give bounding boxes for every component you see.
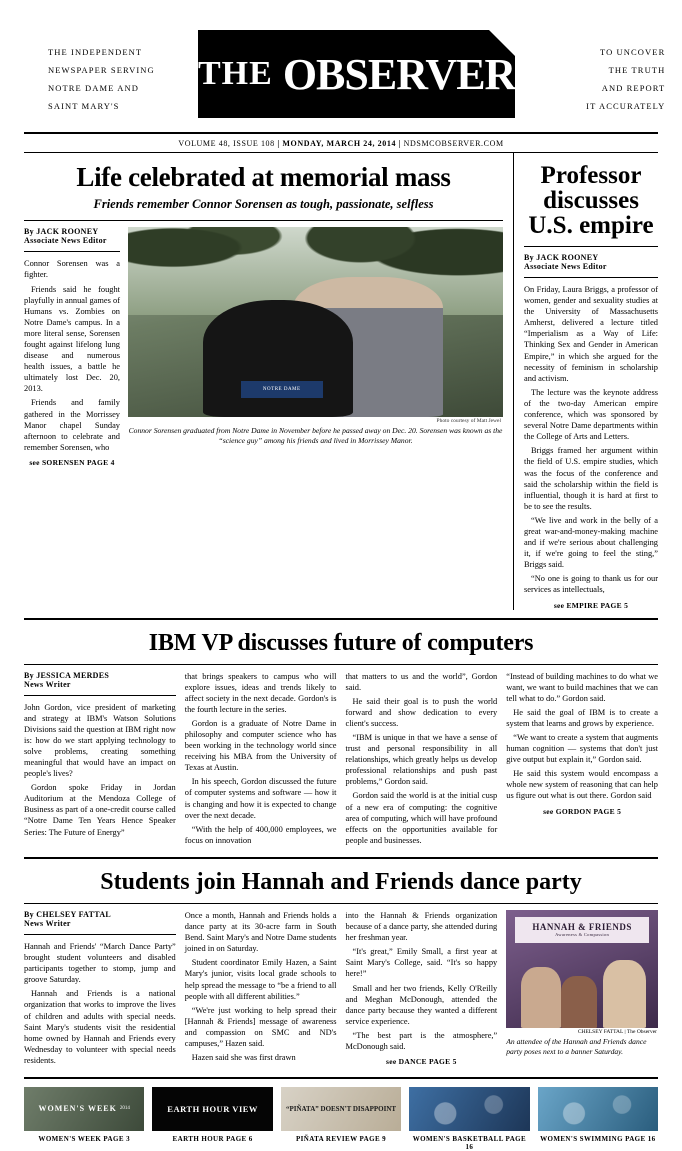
lead-jump-link[interactable]: see SORENSEN PAGE 4 — [29, 457, 115, 467]
teaser-thumb-basketball[interactable] — [409, 1087, 529, 1131]
empire-para-2: The lecture was the keynote address of the two-day American empire conference, which was sponsored by several Notre Dame departments within the College of Arts and Letters. — [524, 387, 658, 442]
dance-photo-caption: An attendee of the Hannah and Friends dance party poses next to a banner Saturday. — [506, 1036, 647, 1056]
dance-photo-person-2 — [561, 976, 597, 1028]
lead-story — [24, 153, 513, 610]
teaser-thumb-text-1: WOMEN'S WEEK — [38, 1104, 117, 1114]
lead-rule — [24, 220, 503, 221]
empire-para-1: On Friday, Laura Briggs, a professor of women, gender and sexuality studies at the University of Massachusetts Amherst, delivered a lecture titled “Imperialism as a Way of Life: Thinking Sex and Gender in American Empire,” in which she argued for the necessity of feminism in scholarship and activism. — [524, 285, 658, 383]
masthead-left-line-3: NOTRE DAME AND — [48, 82, 139, 93]
ibm-columns — [24, 671, 658, 849]
ibm-byline: By JESSICA MERDES — [24, 670, 110, 680]
teaser-thumb-earth-hour[interactable] — [152, 1087, 272, 1131]
ibm-c2-para-4: “With the help of 400,000 employees, we focus on innovation — [184, 824, 337, 845]
dance-c3-para-2: “It's great,” Emily Small, a first year at Saint Mary's College, said. “It's so happy here!” — [345, 947, 498, 979]
masthead — [24, 0, 666, 118]
ibm-c3-para-2: He said their goal is to push the world forward and show dedication to every client's success. — [345, 696, 498, 728]
masthead-left-line-1: THE INDEPENDENT — [48, 47, 143, 57]
lead-byline-rule — [24, 251, 120, 252]
volume-bar — [24, 134, 658, 152]
teaser-label-2[interactable]: EARTH HOUR PAGE 6 — [172, 1134, 253, 1143]
ibm-body-2 — [185, 671, 337, 846]
ibm-c2-para-2: Gordon is a graduate of Notre Dame in philosophy and computer science who has been working in the technology world since receiving his MBA from the University of Texas at Austin. — [184, 718, 337, 773]
masthead-observer: OBSERVER — [282, 49, 516, 99]
ibm-c3-para-1: that matters to us and the world”, Gordon said. — [345, 671, 498, 692]
empire-para-5: “No one is going to thank us for our services as intellectuals, — [524, 574, 658, 595]
empire-headline[interactable]: Professor discusses U.S. empire — [528, 162, 654, 239]
masthead-left-line-2: NEWSPAPER SERVING — [48, 64, 155, 75]
swimming-photo-icon — [538, 1087, 658, 1131]
masthead-right-line-4: IT ACCURATELY — [586, 100, 666, 111]
empire-byline: By JACK ROONEY — [524, 253, 599, 262]
ibm-column-4 — [506, 671, 658, 849]
dance-photo-person-3 — [603, 960, 645, 1028]
photo-dog-bandana: NOTRE DAME — [241, 381, 324, 398]
masthead-right-line-3: AND REPORT — [601, 82, 666, 93]
lead-photo-credit: Photo courtesy of Matt Jewel — [436, 418, 501, 425]
lead-headline[interactable]: Life celebrated at memorial mass — [76, 162, 451, 192]
website-url[interactable]: NDSMCOBSERVER.COM — [403, 139, 504, 148]
ibm-c4-para-1: “Instead of building machines to do what we want, we want to build machines that we can tell what to do.” Gordon said. — [506, 671, 658, 703]
dance-photo-person-1 — [521, 967, 560, 1028]
ibm-c2-para-1: that brings speakers to campus who will explore issues, ideas and trends likely to affect society in the next decade. Gordon's is the fourth lecture in the series. — [184, 671, 337, 714]
ibm-c4-para-4: He said this system would encompass a whole new system of reasoning that can help us figure out what is out there. Gordon said — [506, 769, 658, 801]
dance-photo — [506, 910, 658, 1028]
teaser-pinata-review[interactable] — [281, 1087, 401, 1151]
ibm-c3-para-3: “IBM is unique in that we have a sense of trust and personal responsibility in all relationships, which greatly helps us develop professional relationships and push past problems,” Gordon said. — [345, 733, 498, 787]
teaser-thumb-pinata[interactable] — [281, 1087, 401, 1131]
dance-photo-banner — [515, 917, 649, 943]
photo-dog — [203, 300, 353, 418]
masthead-right-slogan — [515, 30, 682, 118]
teaser-section-rule — [24, 1077, 658, 1079]
dance-photo-credit: CHELSEY FATTAL | The Observer — [577, 1028, 657, 1035]
empire-byline-role: Associate News Editor — [524, 262, 607, 271]
ibm-headline-rule — [24, 664, 658, 665]
masthead-left-line-4: SAINT MARY'S — [48, 100, 120, 111]
dance-columns — [24, 910, 658, 1069]
ibm-section-rule — [24, 618, 658, 620]
teaser-strip — [24, 1087, 658, 1151]
ibm-column-2 — [185, 671, 337, 849]
lead-para-1: Connor Sorensen was a fighter. — [24, 259, 120, 280]
ibm-c1-para-1: John Gordon, vice president of marketing and strategy at IBM's Watson Solutions Divisions said the question at IBM right now is: how do we start applying technology to solve problems, creating something meaningful that would have an impact on people's lives? — [24, 702, 176, 779]
lead-photo — [128, 227, 503, 417]
masthead-right-line-1: TO UNCOVER — [599, 47, 666, 57]
ibm-body-1 — [24, 702, 176, 838]
dance-c3-para-4: “The best part is the atmosphere,” McDonough said. — [345, 1030, 498, 1051]
dance-banner-subtitle: Awareness & Compassion — [555, 932, 610, 938]
lead-byline: By JACK ROONEY — [24, 227, 99, 237]
dance-byline: By CHELSEY FATTAL — [24, 909, 112, 919]
teaser-thumb-text-3: “PIÑATA” DOESN'T DISAPPOINT — [285, 1104, 397, 1113]
lead-body-row — [24, 227, 503, 467]
ibm-c1-para-2: Gordon spoke Friday in Jordan Auditorium at the Mendoza College of Business as part of a one-credit course called “Notre Dame Ten Years Hence Speaker Series: The Future of Energy” — [24, 783, 176, 837]
masthead-right-line-2: THE TRUTH — [608, 64, 666, 75]
volume-issue: VOLUME 48, ISSUE 108 — [178, 139, 275, 148]
ibm-byline-rule — [24, 695, 176, 696]
volume-separator-2: | — [398, 139, 404, 148]
ibm-headline[interactable]: IBM VP discusses future of computers — [148, 629, 534, 656]
dance-column-3 — [346, 910, 498, 1069]
basketball-photo-icon — [409, 1087, 529, 1131]
teaser-thumb-text-2: EARTH HOUR VIEW — [167, 1103, 258, 1114]
masthead-title-block — [198, 30, 515, 118]
dance-c3-para-3: Small and her two friends, Kelly O'Reilly and Meghan McDonough, attended the dance party because they wanted a different service experience. — [345, 983, 498, 1026]
teaser-womens-basketball[interactable] — [409, 1087, 529, 1151]
ibm-c4-para-2: He said the goal of IBM is to create a system that learns and grows by experience. — [506, 707, 658, 728]
teaser-thumb-womens-week[interactable] — [24, 1087, 144, 1131]
empire-jump-link[interactable]: see EMPIRE PAGE 5 — [553, 600, 629, 610]
teaser-label-3[interactable]: PIÑATA REVIEW PAGE 9 — [295, 1134, 387, 1143]
teaser-label-5[interactable]: WOMEN'S SWIMMING PAGE 16 — [540, 1134, 656, 1143]
dance-c3-para-1: into the Hannah & Friends organization because of a dance party, she attended during her freshman year. — [345, 910, 498, 943]
teaser-womens-swimming[interactable] — [538, 1087, 658, 1151]
empire-para-4: “We live and work in the belly of a great war-and-money-making machine and if we're serious about challenging it, if we're going to feel the sting,” Briggs said. — [524, 515, 658, 570]
teaser-thumb-sub-1: 2014 — [119, 1106, 130, 1112]
teaser-label-1[interactable]: WOMEN'S WEEK PAGE 3 — [38, 1134, 130, 1143]
lead-body — [24, 258, 120, 453]
teaser-thumb-swimming[interactable] — [538, 1087, 658, 1131]
ibm-c4-para-3: “We want to create a system that augments human cognition — systems that don't just give output but explain it,” Gordon said. — [506, 733, 658, 765]
masthead-left-slogan — [24, 30, 198, 118]
top-section — [24, 153, 658, 610]
dance-body-1 — [24, 941, 176, 1066]
lead-photo-caption: Connor Sorensen graduated from Notre Dame in November before he passed away on Dec. 20. Sorensen was known as the “science guy” among his friends and lived in Morrissey Manor. — [128, 426, 503, 446]
empire-body — [524, 284, 658, 596]
dance-byline-rule — [24, 934, 176, 935]
fold-corner-icon — [489, 30, 515, 56]
dance-headline-rule — [24, 903, 658, 904]
empire-para-3: Briggs framed her argument within the field of U.S. empire studies, which was the focus of the conference and said the scholarship within the field is influential, though it is hard at first to be to see the results. — [524, 446, 658, 511]
ibm-byline-role: News Writer — [24, 679, 71, 689]
ibm-jump-link[interactable]: see GORDON PAGE 5 — [543, 806, 622, 816]
teaser-label-4[interactable]: WOMEN'S BASKETBALL PAGE 16 — [412, 1134, 527, 1151]
ibm-body-4 — [506, 671, 658, 802]
dance-jump-link[interactable]: see DANCE PAGE 5 — [386, 1057, 457, 1067]
ibm-c2-para-3: In his speech, Gordon discussed the future of computer systems and software — how it is changing and how it is expected to change over the next decade. — [184, 777, 337, 820]
dance-c2-para-3: “We're just working to help spread their [Hannah & Friends] message of awareness and compassion on SMC and ND's campuses,” Hazen said. — [184, 1005, 337, 1048]
dance-c1-para-2: Hannah and Friends is a national organization that works to improve the lives of children and adults with special needs. Saint Mary's students visit the residential home owned by Hannah and Friends every Wednesday to volunteer with special needs residents. — [24, 989, 176, 1065]
teaser-earth-hour[interactable] — [152, 1087, 272, 1151]
masthead-the: THE — [198, 55, 273, 92]
empire-byline-rule — [524, 277, 658, 278]
dance-section-rule — [24, 857, 658, 859]
lead-para-3: Friends and family gathered in the Morrissey Manor chapel Sunday afternoon to celebrate and remember Sorensen, who — [24, 398, 120, 452]
dance-body-2 — [185, 910, 337, 1063]
dance-headline[interactable]: Students join Hannah and Friends dance party — [100, 868, 582, 895]
volume-separator: | — [277, 139, 283, 148]
ibm-column-1 — [24, 671, 176, 849]
lead-text-column — [24, 227, 128, 467]
dance-banner-title: HANNAH & FRIENDS — [532, 922, 632, 933]
dance-column-2 — [185, 910, 337, 1069]
dance-photo-block — [506, 910, 658, 1069]
masthead-nameplate — [198, 30, 515, 118]
ibm-c3-para-4: Gordon said the world is at the initial cusp of a new era of computing: the cognitive area of computing, which will have profound effects on the opportunities available for people and businesses. — [345, 791, 498, 845]
lead-byline-role: Associate News Editor — [24, 236, 107, 246]
issue-date: MONDAY, MARCH 24, 2014 — [282, 139, 397, 148]
ibm-column-3 — [346, 671, 498, 849]
teaser-womens-week[interactable] — [24, 1087, 144, 1151]
dance-c1-para-1: Hannah and Friends' “March Dance Party” brought student volunteers and disabled participants together to stomp, jump and groove Saturday. — [24, 941, 176, 985]
secondary-story — [514, 153, 658, 610]
dance-body-3 — [346, 910, 498, 1052]
dance-c2-para-1: Once a month, Hannah and Friends holds a dance party at its 30-acre farm in South Bend. Saint Mary's and Notre Dame students joined in on Saturday. — [184, 910, 337, 954]
dance-byline-role: News Writer — [24, 918, 71, 928]
lead-para-2: Friends said he fought playfully in annual games of Humans vs. Zombies on Notre Dame's campus. In a more literal sense, Sorensen fought against lifelong lung disease and numerous health issues, a battle he ultimately lost Dec. 20, 2013. — [24, 284, 120, 394]
dance-c2-para-2: Student coordinator Emily Hazen, a Saint Mary's junior, visits local grade schools to help spread the message to “be a friend to all people with all different abilities.” — [184, 958, 337, 1001]
ibm-body-3 — [346, 671, 498, 846]
lead-photo-block — [128, 227, 503, 467]
lead-deck: Friends remember Connor Sorensen as tough, passionate, selfless — [93, 197, 434, 212]
dance-c2-para-4: Hazen said she was first drawn — [191, 1053, 296, 1063]
dance-column-1 — [24, 910, 176, 1069]
empire-rule — [524, 246, 658, 247]
